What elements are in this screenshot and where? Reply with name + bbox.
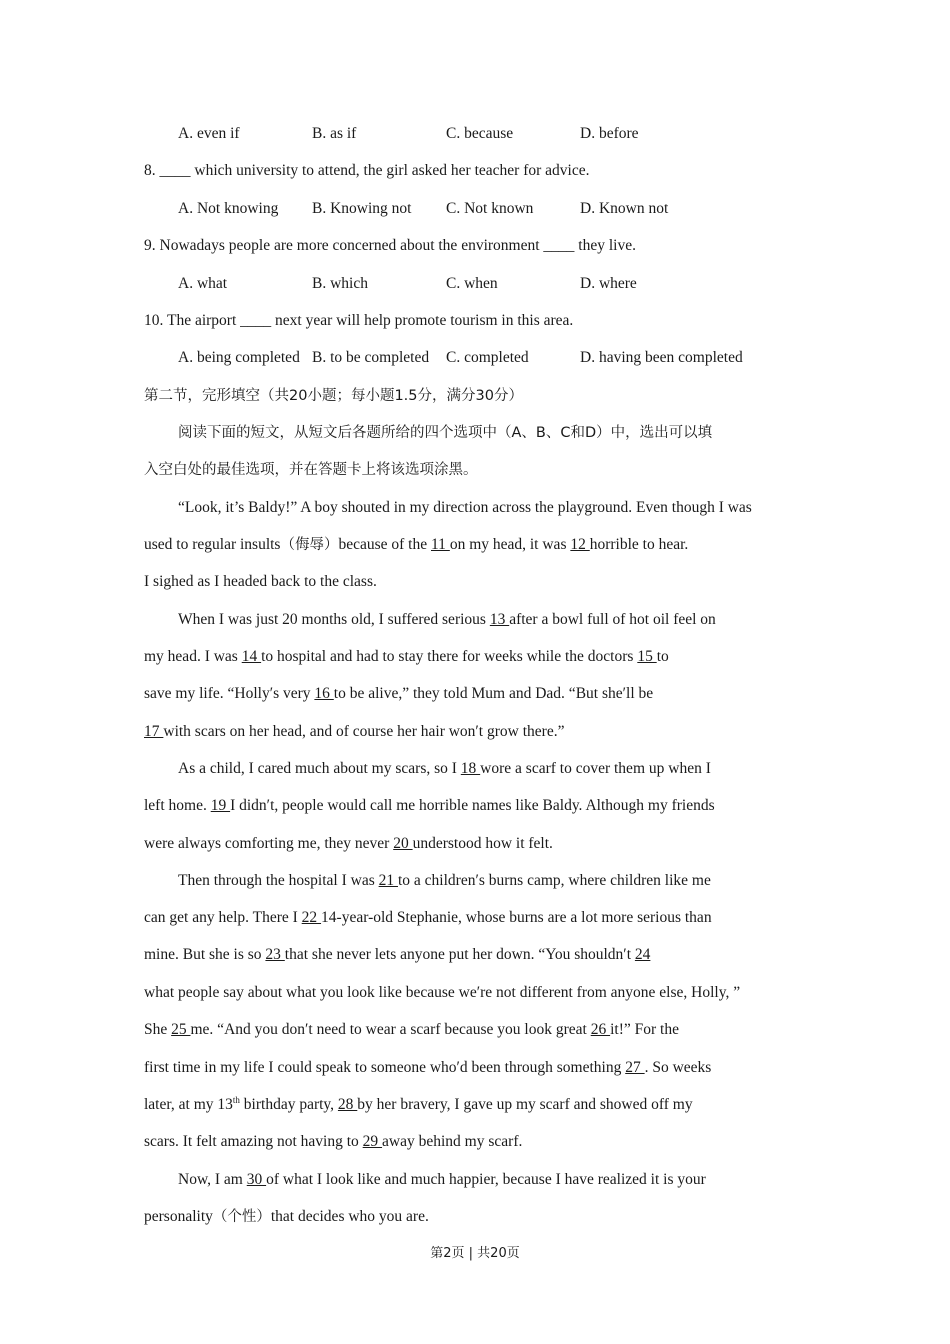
blank-14: 14: [241, 648, 262, 665]
blank-22: 22: [301, 909, 322, 926]
blank-17: 17: [144, 723, 164, 740]
q8-option-d: D. Known not: [580, 200, 669, 217]
q8-options: [178, 199, 798, 219]
q9-options: [178, 274, 798, 294]
blank-24: 24: [634, 946, 651, 963]
passage-line-13: mine. But she is so 23 that she never lets anyone put her down. “You shouldn′t 24: [144, 946, 651, 963]
page-footer: 第2页 | 共20页: [430, 1246, 520, 1261]
section2-heading: 第二节，完形填空（共20小题；每小题1.5分，满分30分）: [144, 388, 523, 404]
passage-line-12: can get any help. There I 22 14-year-old Stephanie, whose burns are a lot more serious than: [144, 909, 712, 926]
passage-line-8: As a child, I cared much about my scars, so I 18 wore a scarf to cover them up when I: [178, 760, 711, 777]
passage-line-1: “Look, it’s Baldy!” A boy shouted in my direction across the playground. Even though I was: [178, 499, 752, 516]
q8-option-c: C. Not known: [446, 200, 534, 217]
q8-stem: 8. ____ which university to attend, the girl asked her teacher for advice.: [144, 162, 590, 179]
blank-27: 27: [625, 1059, 645, 1076]
q10-option-b: B. to be completed: [312, 349, 430, 366]
blank-18: 18: [460, 760, 481, 777]
blank-26: 26: [590, 1021, 611, 1038]
passage-line-14: what people say about what you look like because we′re not different from anyone else, Holly, ”: [144, 984, 741, 1001]
section2-instruction-2: 入空白处的最佳选项，并在答题卡上将该选项涂黑。: [144, 462, 478, 478]
passage-line-19: Now, I am 30 of what I look like and much happier, because I have realized it is your: [178, 1171, 706, 1188]
q9-option-d: D. where: [580, 275, 637, 292]
passage-line-4: When I was just 20 months old, I suffered serious 13 after a bowl full of hot oil feel on: [178, 611, 716, 628]
blank-29: 29: [362, 1133, 383, 1150]
passage-line-16: first time in my life I could speak to someone who′d been through something 27 . So weeks: [144, 1059, 712, 1076]
blank-20: 20: [393, 835, 413, 852]
q8-option-a: A. Not knowing: [178, 200, 279, 217]
passage-line-6: save my life. “Holly′s very 16 to be alive,” they told Mum and Dad. “But she′ll be: [144, 685, 654, 702]
passage-line-11: Then through the hospital I was 21 to a children′s burns camp, where children like me: [178, 872, 711, 889]
blank-11: 11: [431, 536, 450, 553]
q7-options: [178, 124, 798, 144]
q9-option-b: B. which: [312, 275, 368, 292]
q10-option-a: A. being completed: [178, 349, 300, 366]
blank-30: 30: [246, 1171, 267, 1188]
blank-21: 21: [378, 872, 398, 889]
passage-line-10: were always comforting me, they never 20 understood how it felt.: [144, 835, 553, 852]
q10-options: [178, 348, 798, 368]
passage-line-9: left home. 19 I didn′t, people would call me horrible names like Baldy. Although my friends: [144, 797, 715, 814]
q7-option-a: A. even if: [178, 125, 240, 142]
blank-28: 28: [337, 1096, 358, 1113]
blank-23: 23: [265, 946, 285, 963]
q8-option-b: B. Knowing not: [312, 200, 412, 217]
passage-line-17: later, at my 13th birthday party, 28 by her bravery, I gave up my scarf and showed off my: [144, 1094, 693, 1113]
blank-25: 25: [171, 1021, 191, 1038]
q9-option-c: C. when: [446, 275, 498, 292]
passage-line-18: scars. It felt amazing not having to 29 away behind my scarf.: [144, 1133, 523, 1150]
passage-line-3: I sighed as I headed back to the class.: [144, 573, 377, 590]
blank-15: 15: [637, 648, 657, 665]
q7-option-d: D. before: [580, 125, 639, 142]
q10-option-c: C. completed: [446, 349, 529, 366]
q7-option-c: C. because: [446, 125, 514, 142]
q7-option-b: B. as if: [312, 125, 357, 142]
passage-line-15: She 25 me. “And you don′t need to wear a scarf because you look great 26 it!” For the: [144, 1021, 679, 1038]
blank-19: 19: [210, 797, 231, 814]
blank-16: 16: [314, 685, 334, 702]
section2-instruction-1: 阅读下面的短文，从短文后各题所给的四个选项中（A、B、C和D）中，选出可以填: [178, 425, 713, 441]
passage-line-5: my head. I was 14 to hospital and had to stay there for weeks while the doctors 15 to: [144, 648, 669, 665]
q9-stem: 9. Nowadays people are more concerned about the environment ____ they live.: [144, 237, 636, 254]
passage-line-7: 17 with scars on her head, and of course her hair won′t grow there.”: [144, 723, 565, 740]
q10-stem: 10. The airport ____ next year will help promote tourism in this area.: [144, 312, 574, 329]
passage-line-20: personality（个性）that decides who you are.: [144, 1208, 429, 1225]
passage-line-2: used to regular insults（侮辱）because of the 11 on my head, it was 12 horrible to hear.: [144, 536, 689, 553]
q10-option-d: D. having been completed: [580, 349, 743, 366]
blank-13: 13: [489, 611, 510, 628]
q9-option-a: A. what: [178, 275, 228, 292]
blank-12: 12: [570, 536, 590, 553]
